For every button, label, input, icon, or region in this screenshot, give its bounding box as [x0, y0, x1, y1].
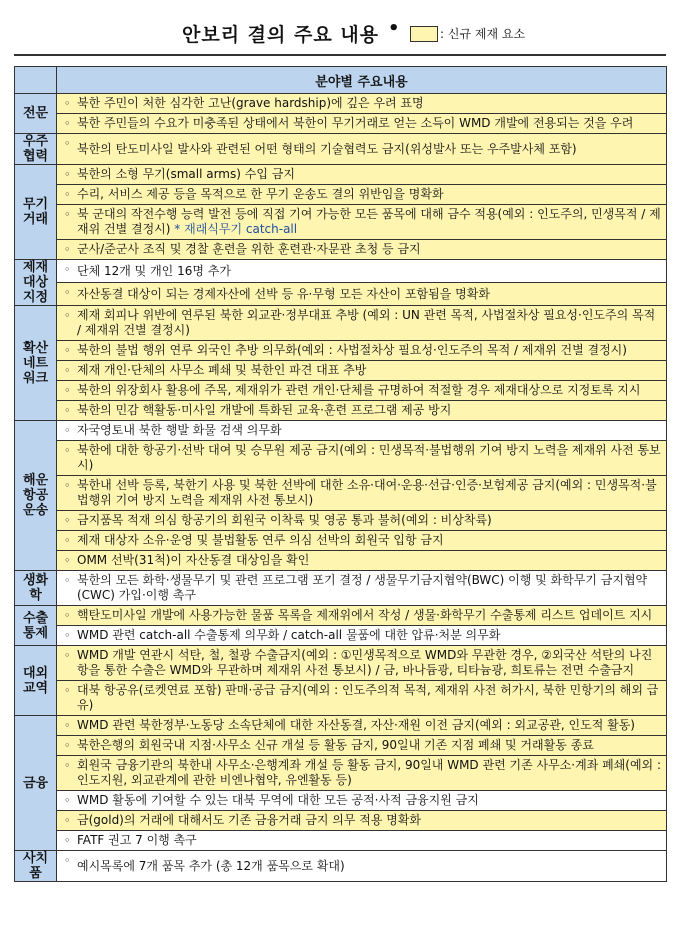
content-text: 북한에 대한 항공기·선박 대여 및 승무원 제공 금지(예외 : 민생목적·불법행위 기여 방지 노력을 제재위 사전 통보시) — [77, 443, 661, 472]
category-cell: 생화학 — [15, 571, 57, 606]
table-row — [15, 283, 667, 306]
content-text: 제재 회피나 위반에 연루된 북한 외교관·정부대표 추방 (예외 : UN 관련 목적, 사법절차상 필요성·인도주의 목적 / 제재위 건별 결정시) — [77, 308, 656, 337]
table-row — [15, 341, 667, 361]
content-text: 예시목록에 7개 품목 추가 (총 12개 품목으로 확대) — [77, 858, 345, 873]
table-row — [15, 361, 667, 381]
table-row — [15, 851, 667, 882]
table-row — [15, 240, 667, 260]
table-row — [15, 260, 667, 283]
content-cell — [57, 94, 667, 114]
content-text: 대북 항공유(로켓연료 포함) 판매·공급 금지(예외 : 인도주의적 목적, 제재위 사전 허가시, 북한 민항기의 해외 급유) — [77, 683, 659, 712]
table-row — [15, 134, 667, 165]
content-cell — [57, 681, 667, 716]
content-text: 북 군대의 작전수행 능력 발전 등에 직접 기여 가능한 모든 품목에 대해 금수 적용(예외 : 인도주의, 민생목적 / 제재위 건별 결정시) — [77, 207, 661, 236]
content-cell — [57, 851, 667, 882]
category-cell: 금융 — [15, 716, 57, 851]
content-cell — [57, 511, 667, 531]
column-header: 분야별 주요내용 — [57, 67, 667, 94]
table-row — [15, 626, 667, 646]
content-cell — [57, 606, 667, 626]
content-cell — [57, 165, 667, 185]
table-row — [15, 531, 667, 551]
table-row — [15, 606, 667, 626]
content-text: 북한의 불법 행위 연루 외국인 추방 의무화(예외 : 사법절차상 필요성·인도주의 목적 / 제재위 건별 결정시) — [77, 343, 627, 357]
category-cell: 대외 교역 — [15, 646, 57, 716]
content-text: WMD 관련 catch-all 수출통제 의무화 / catch-all 물품에 대한 압류·처분 의무화 — [77, 628, 501, 642]
content-text: 북한의 소형 무기(small arms) 수입 금지 — [77, 167, 295, 181]
table-row — [15, 94, 667, 114]
content-cell — [57, 260, 667, 283]
table-body — [15, 94, 667, 882]
table-header-row — [15, 67, 667, 94]
content-cell — [57, 134, 667, 165]
content-cell — [57, 240, 667, 260]
content-cell — [57, 571, 667, 606]
category-cell: 우주 협력 — [15, 134, 57, 165]
table-row — [15, 401, 667, 421]
content-text: 단체 12개 및 개인 16명 추가 — [77, 263, 231, 278]
content-text: 군사/준군사 조직 및 경찰 훈련을 위한 훈련관·자문관 초청 등 금지 — [77, 242, 421, 256]
content-cell — [57, 283, 667, 306]
content-cell — [57, 441, 667, 476]
content-cell — [57, 401, 667, 421]
content-text: 금(gold)의 거래에 대해서도 기존 금융거래 금지 의무 적용 명확화 — [77, 813, 421, 827]
content-cell — [57, 114, 667, 134]
content-cell — [57, 341, 667, 361]
content-cell — [57, 716, 667, 736]
content-text: 북한의 모든 화학·생물무기 및 관련 프로그램 포기 결정 / 생물무기금지협약(BWC) 이행 및 화학무기 금지협약(CWC) 가입·이행 촉구 — [77, 573, 648, 602]
content-cell — [57, 205, 667, 240]
content-cell — [57, 361, 667, 381]
table-row — [15, 476, 667, 511]
category-cell: 무기 거래 — [15, 165, 57, 260]
content-text: 북한은행의 회원국내 지점·사무소 신규 개설 등 활동 금지, 90일내 기존 지점 폐쇄 및 거래활동 종료 — [77, 738, 594, 752]
table-row — [15, 571, 667, 606]
content-text: WMD 개발 연관시 석탄, 철, 철광 수출금지(예외 : ①민생목적으로 WMD와 무관한 경우, ②외국산 석탄의 나진항을 통한 수출은 WMD와 무관하며 제재위 사전 통보시) / 금, 바나듐광, 티타늄광, 희토류는 전면 수출금지 — [77, 648, 653, 677]
category-cell: 수출 통제 — [15, 606, 57, 646]
table-row — [15, 831, 667, 851]
content-cell — [57, 626, 667, 646]
content-cell — [57, 646, 667, 681]
content-cell — [57, 185, 667, 205]
category-cell: 사치품 — [15, 851, 57, 882]
table-row — [15, 114, 667, 134]
content-table-wrapper — [14, 66, 666, 882]
content-text: WMD 관련 북한정부·노동당 소속단체에 대한 자산동결, 자산·재원 이전 금지(예외 : 외교공관, 인도적 활동) — [77, 718, 635, 732]
category-cell: 확산 네트 워크 — [15, 306, 57, 421]
sanctions-table — [14, 66, 667, 882]
table-corner-cell — [15, 67, 57, 94]
legend-label: : 신규 제재 요소 — [440, 27, 526, 41]
table-row — [15, 306, 667, 341]
table-row — [15, 681, 667, 716]
content-cell — [57, 791, 667, 811]
content-text: 자산동결 대상이 되는 경제자산에 선박 등 유·무형 모든 자산이 포함됨을 명확화 — [77, 286, 490, 301]
table-row — [15, 381, 667, 401]
table-row — [15, 165, 667, 185]
category-cell: 전문 — [15, 94, 57, 134]
table-row — [15, 811, 667, 831]
content-cell — [57, 531, 667, 551]
content-text: 제재 개인·단체의 사무소 폐쇄 및 북한인 파견 대표 추방 — [77, 363, 367, 377]
content-text: WMD 활동에 기여할 수 있는 대북 무역에 대한 모든 공적·사적 금융지원 금지 — [77, 793, 479, 807]
title-bullet: • — [388, 18, 400, 39]
table-row — [15, 646, 667, 681]
content-cell — [57, 551, 667, 571]
table-row — [15, 756, 667, 791]
content-text: 회원국 금융기관의 북한내 사무소·은행계좌 개설 등 활동 금지, 90일내 WMD 관련 기존 사무소·계좌 폐쇄(예외 : 인도지원, 외교관계에 관한 비엔나협약, 유엔활동 등) — [77, 758, 661, 787]
content-cell — [57, 381, 667, 401]
content-text: FATF 권고 7 이행 촉구 — [77, 833, 197, 847]
page-title: 안보리 결의 주요 내용 — [182, 24, 380, 46]
table-row — [15, 716, 667, 736]
table-row — [15, 441, 667, 476]
content-cell — [57, 421, 667, 441]
table-row — [15, 185, 667, 205]
legend-swatch — [410, 26, 438, 42]
content-text: 북한의 위장회사 활용에 주목, 제재위가 관련 개인·단체를 규명하여 적절할 경우 제재대상으로 지정토록 지시 — [77, 383, 641, 397]
content-text: 핵탄도미사일 개발에 사용가능한 물품 목록을 제재위에서 작성 / 생물·화학무기 수출통제 리스트 업데이트 지시 — [77, 608, 653, 622]
content-text: 금지품목 적재 의심 항공기의 회원국 이착륙 및 영공 통과 불허(예외 : 비상착륙) — [77, 513, 492, 527]
category-cell: 해운 항공 운송 — [15, 421, 57, 571]
table-row — [15, 736, 667, 756]
content-text: OMM 선박(31척)이 자산동결 대상임을 확인 — [77, 553, 310, 567]
content-cell — [57, 476, 667, 511]
content-cell — [57, 736, 667, 756]
content-cell — [57, 756, 667, 791]
content-text: 제재 대상자 소유·운영 및 불법활동 연루 의심 선박의 회원국 입항 금지 — [77, 533, 444, 547]
content-text: 북한의 민감 핵활동·미사일 개발에 특화된 교육·훈련 프로그램 제공 방지 — [77, 403, 452, 417]
content-cell — [57, 306, 667, 341]
table-row — [15, 421, 667, 441]
content-text: 자국영토내 북한 행발 화물 검색 의무화 — [77, 423, 282, 437]
content-cell — [57, 831, 667, 851]
content-text: 북한 주민들의 수요가 미충족된 상태에서 북한이 무기거래로 얻는 소득이 WMD 개발에 전용되는 것을 우려 — [77, 116, 634, 130]
table-row — [15, 511, 667, 531]
content-text: 북한내 선박 등록, 북한기 사용 및 북한 선박에 대한 소유·대여·운용·선급·인증·보험제공 금지(예외 : 민생목적·불법행위 기여 방지 노력을 제재위 사전 통보시) — [77, 478, 657, 507]
title-bar — [14, 12, 666, 56]
content-text: 북한 주민이 처한 심각한 고난(grave hardship)에 깊은 우려 표명 — [77, 96, 424, 110]
content-note: * 재래식무기 catch-all — [174, 222, 298, 236]
content-text: 수리, 서비스 제공 등을 목적으로 한 무기 운송도 결의 위반임을 명확화 — [77, 187, 444, 201]
table-row — [15, 551, 667, 571]
content-text: 북한의 탄도미사일 발사와 관련된 어떤 형태의 기술협력도 금지(위성발사 또는 우주발사체 포함) — [77, 141, 577, 156]
table-row — [15, 205, 667, 240]
content-cell — [57, 811, 667, 831]
category-cell: 제재 대상 지정 — [15, 260, 57, 306]
table-row — [15, 791, 667, 811]
